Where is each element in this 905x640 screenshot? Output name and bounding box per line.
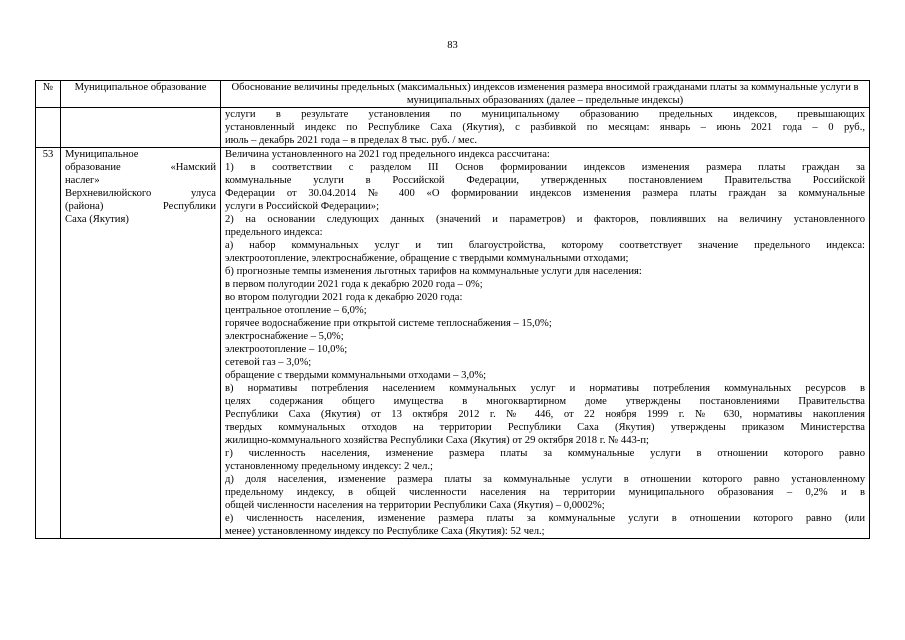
- text-line: центральное отопление – 6,0%;: [225, 305, 367, 316]
- text-line: услуги в результате установления по муниципальному образованию предельных индексов, превышающих: [225, 109, 865, 120]
- text-line: электроотопление, электроснабжение, обращение с твердыми коммунальными отходами;: [225, 253, 629, 264]
- text-line: б) прогнозные темпы изменения льготных тарифов на коммунальные услуги для населения:: [225, 266, 642, 277]
- text-line: в) нормативы потребления населением коммунальных услуг и нормативы потребления коммунальных ресурсов в: [225, 383, 865, 394]
- text-line: в первом полугодии 2021 года к декабрю 2020 года – 0%;: [225, 279, 483, 290]
- text-line: наслег»: [65, 175, 100, 186]
- text-line: электроотопление – 10,0%;: [225, 344, 348, 355]
- indices-table: [35, 80, 870, 539]
- text-line: горячее водоснабжение при открытой системе теплоснабжения – 15,0%;: [225, 318, 552, 329]
- text-line: образование «Намский: [65, 162, 216, 173]
- text-line: 2) на основании следующих данных (значений и параметров) и факторов, повлиявших на величину установленного: [225, 214, 865, 225]
- continuation-number-cell: [36, 108, 61, 148]
- header-number: №: [36, 81, 61, 108]
- continuation-row: [36, 108, 870, 148]
- text-line: установленный индекс по Республике Саха (Якутия), с разбивкой по месяцам: январь – июнь 2021 года – 0 руб.,: [225, 122, 865, 133]
- text-line: твердых коммунальных отходов на территории Республики Саха (Якутия) утверждены приказом Министерства: [225, 422, 865, 433]
- text-line: услуги в Российской Федерации»;: [225, 201, 380, 212]
- municipality-name: [65, 148, 216, 226]
- text-line: установленному предельному индексу: 2 чел.;: [225, 461, 433, 472]
- text-line: менее) установленному индексу по Республике Саха (Якутия): 52 чел.;: [225, 526, 545, 537]
- text-line: Верхневилюйского улуса: [65, 188, 216, 199]
- text-line: а) набор коммунальных услуг и тип благоустройства, которому соответствует значение предельного индекса:: [225, 240, 865, 251]
- text-line: во втором полугодии 2021 года к декабрю 2020 года:: [225, 292, 463, 303]
- text-line: предельного индекса:: [225, 227, 323, 238]
- continuation-text-cell: [221, 108, 870, 148]
- continuation-text: [225, 108, 865, 147]
- row-number: 53: [36, 148, 61, 539]
- continuation-municipality-cell: [61, 108, 221, 148]
- page-number: 83: [447, 40, 458, 51]
- text-line: д) доля населения, изменение размера платы за коммунальные услуги в отношении которого равно установленному: [225, 474, 865, 485]
- text-line: сетевой газ – 3,0%;: [225, 357, 312, 368]
- text-line: Федерации от 30.04.2014 № 400 «О формировании индексов изменения размера платы граждан за коммунальные: [225, 188, 865, 199]
- municipality-cell: [61, 148, 221, 539]
- header-municipality: Муниципальное образование: [61, 81, 221, 108]
- text-line: Саха (Якутия): [65, 214, 129, 225]
- text-line: целях содержания общего имущества в многоквартирном доме утверждены постановлениями Правительства: [225, 396, 865, 407]
- text-line: 1) в соответствии с разделом III Основ формировании индексов изменения размера платы граждан за: [225, 162, 865, 173]
- text-line: июль – декабрь 2021 года – в пределах 8 тыс. руб. / мес.: [225, 135, 478, 146]
- table-header-row: [36, 81, 870, 108]
- text-line: предельному индексу, в общей численности населения на территории муниципального образования – 0,2% и в: [225, 487, 865, 498]
- justification-cell: [221, 148, 870, 539]
- justification-text: [225, 148, 865, 538]
- text-line: г) численность населения, изменение размера платы за коммунальные услуги в отношении которого равно: [225, 448, 865, 459]
- table-row: [36, 148, 870, 539]
- text-line: электроснабжение – 5,0%;: [225, 331, 344, 342]
- text-line: Муниципальное: [65, 149, 139, 160]
- header-justification: Обоснование величины предельных (максимальных) индексов изменения размера вносимой гражданами платы за коммунальные услуги в муниципальных образованиях (далее – предельные индексы): [221, 81, 870, 108]
- text-line: Величина установленного на 2021 год предельного индекса рассчитана:: [225, 149, 550, 160]
- text-line: е) численность населения, изменение размера платы за коммунальные услуги в отношении которого равно (или: [225, 513, 865, 524]
- text-line: коммунальные услуги в Российской Федерации, утвержденных постановлением Правительства Российской: [225, 175, 865, 186]
- text-line: (района) Республики: [65, 201, 216, 212]
- text-line: обращение с твердыми коммунальными отходами – 3,0%;: [225, 370, 487, 381]
- text-line: общей численности населения на территории Республики Саха (Якутия) – 0,0002%;: [225, 500, 605, 511]
- text-line: жилищно-коммунального хозяйства Республики Саха (Якутия) от 29 октября 2018 г. № 443-п;: [225, 435, 649, 446]
- text-line: Республики Саха (Якутия) от 13 октября 2012 г. № 446, от 22 ноября 1999 г. № 630, нормативы накопления: [225, 409, 865, 420]
